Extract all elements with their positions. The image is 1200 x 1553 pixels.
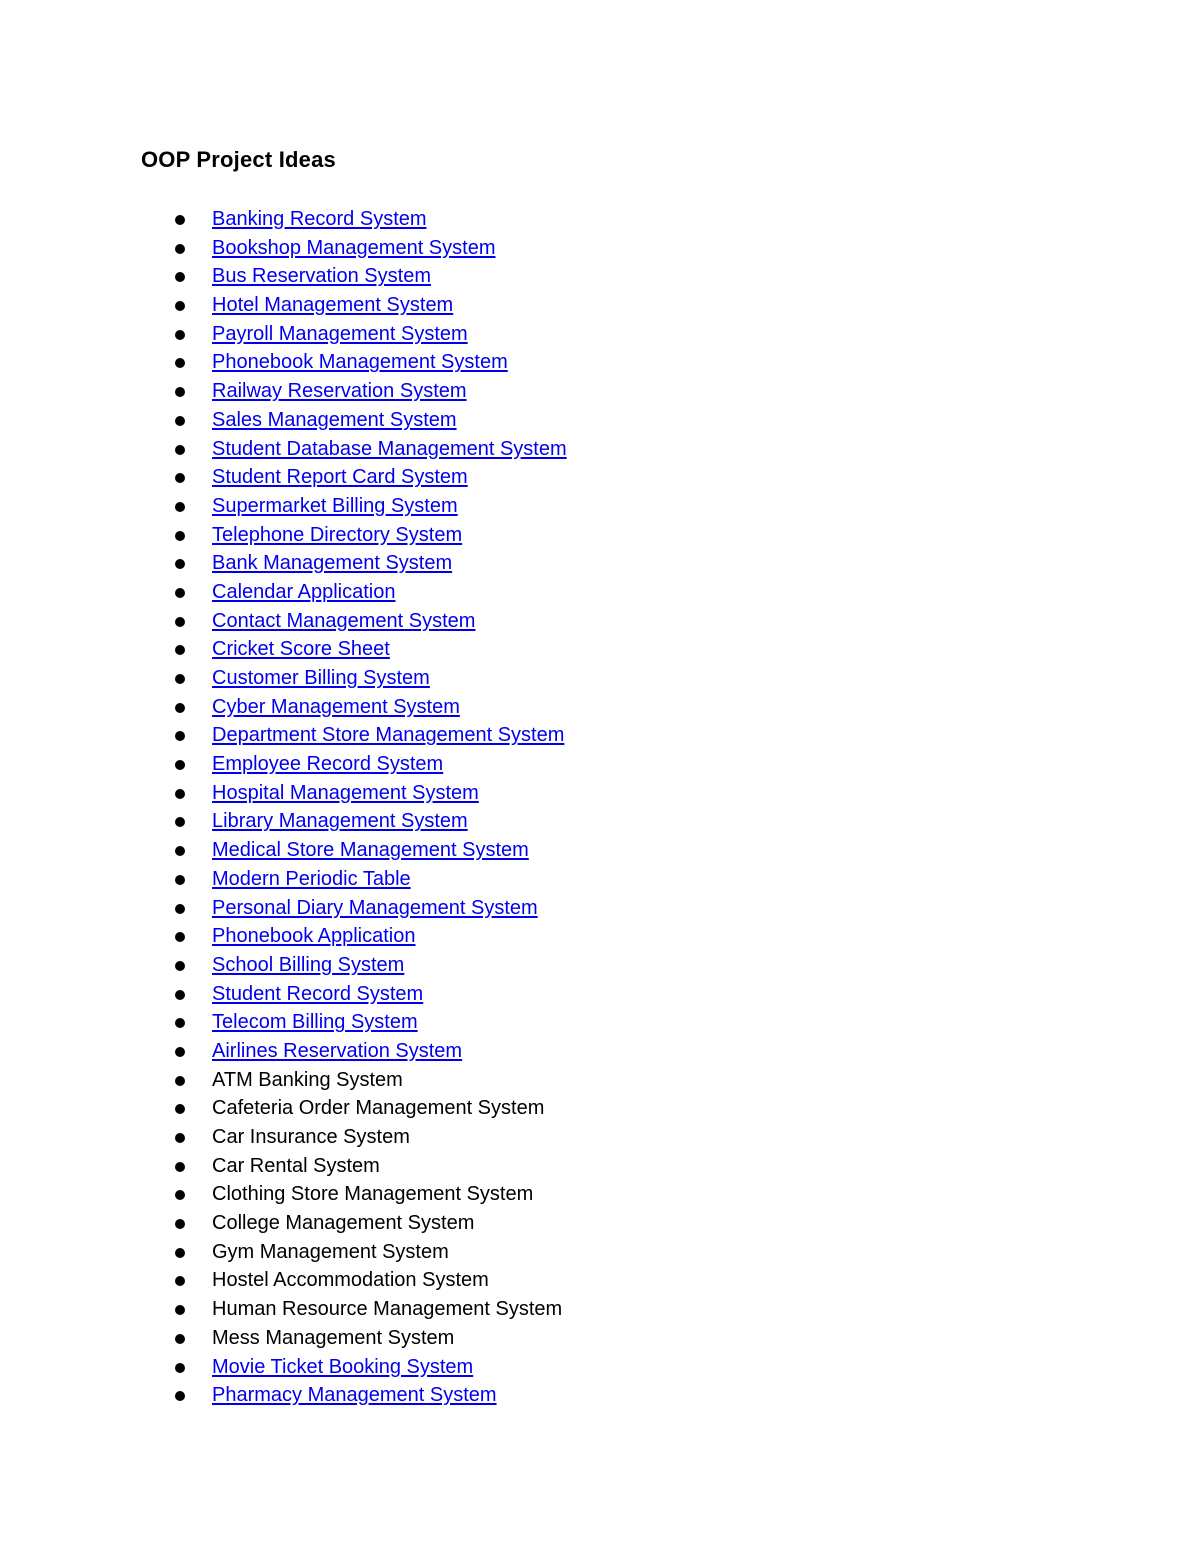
idea-link[interactable]: Cricket Score Sheet (212, 638, 390, 661)
bullet-icon (175, 1190, 185, 1200)
idea-link[interactable]: School Billing System (212, 953, 405, 976)
bullet-icon (175, 1248, 185, 1258)
document-title: OOP Project Ideas (141, 147, 336, 172)
idea-link[interactable]: Telecom Billing System (212, 1011, 418, 1034)
bullet-icon (175, 330, 185, 340)
bullet-icon (175, 1104, 185, 1114)
bullet-icon (175, 1047, 185, 1057)
idea-text: Mess Management System (212, 1326, 455, 1349)
bullet-icon (175, 789, 185, 799)
idea-link[interactable]: Hotel Management System (212, 294, 454, 317)
bullet-icon (175, 301, 185, 311)
idea-link[interactable]: Calendar Application (212, 580, 396, 603)
bullet-icon (175, 473, 185, 483)
idea-link[interactable]: Sales Management System (212, 408, 457, 431)
idea-link[interactable]: Student Database Management System (212, 437, 567, 460)
idea-text: Car Insurance System (212, 1126, 410, 1148)
bullet-icon (175, 358, 185, 368)
idea-link[interactable]: Department Store Management System (212, 724, 565, 747)
idea-link[interactable]: Airlines Reservation System (212, 1039, 463, 1062)
idea-text: Car Rental System (212, 1154, 380, 1177)
idea-link[interactable]: Hospital Management System (212, 781, 479, 804)
bullet-icon (175, 617, 185, 627)
idea-text: Clothing Store Management System (212, 1183, 534, 1206)
bullet-icon (175, 1162, 185, 1172)
idea-link[interactable]: Movie Ticket Booking System (212, 1355, 474, 1378)
bullet-icon (175, 1363, 185, 1373)
bullet-icon (175, 674, 185, 684)
bullet-icon (175, 215, 185, 225)
idea-link[interactable]: Customer Billing System (212, 667, 430, 689)
idea-link[interactable]: Railway Reservation System (212, 380, 467, 403)
bullet-icon (175, 1076, 185, 1086)
bullet-icon (175, 588, 185, 598)
idea-link[interactable]: Employee Record System (212, 753, 444, 776)
idea-link[interactable]: Bank Management System (212, 552, 453, 575)
idea-text: ATM Banking System (212, 1068, 403, 1091)
bullet-icon (175, 817, 185, 827)
idea-link[interactable]: Student Record System (212, 982, 424, 1005)
idea-text: College Management System (212, 1212, 475, 1235)
idea-link[interactable]: Medical Store Management System (212, 839, 529, 862)
bullet-icon (175, 272, 185, 282)
bullet-icon (175, 760, 185, 770)
bullet-icon (175, 904, 185, 914)
bullet-icon (175, 387, 185, 397)
bullet-icon (175, 559, 185, 569)
bullet-icon (175, 1133, 185, 1143)
idea-link[interactable]: Cyber Management System (212, 695, 460, 718)
idea-link[interactable]: Contact Management System (212, 609, 476, 632)
bullet-icon (175, 645, 185, 655)
bullet-icon (175, 703, 185, 713)
idea-text: Hostel Accommodation System (212, 1269, 489, 1292)
bullet-icon (175, 875, 185, 885)
bullet-icon (175, 990, 185, 1000)
bullet-icon (175, 445, 185, 455)
bullet-icon (175, 1391, 185, 1401)
idea-link[interactable]: Bookshop Management System (212, 236, 496, 259)
bullet-icon (175, 244, 185, 254)
bullet-icon (175, 1334, 185, 1344)
bullet-icon (175, 1276, 185, 1286)
idea-link[interactable]: Bus Reservation System (212, 265, 431, 288)
bullet-icon (175, 416, 185, 426)
idea-link[interactable]: Personal Diary Management System (212, 896, 538, 919)
bullet-icon (175, 932, 185, 942)
bullet-icon (175, 961, 185, 971)
bullet-icon (175, 1305, 185, 1315)
idea-link[interactable]: Banking Record System (212, 208, 427, 230)
idea-link[interactable]: Pharmacy Management System (212, 1384, 497, 1407)
idea-link[interactable]: Supermarket Billing System (212, 494, 458, 517)
idea-link[interactable]: Library Management System (212, 810, 468, 833)
bullet-icon (175, 531, 185, 541)
idea-link[interactable]: Phonebook Management System (212, 351, 508, 374)
bullet-icon (175, 1219, 185, 1229)
bullet-icon (175, 502, 185, 512)
idea-text: Human Resource Management System (212, 1298, 563, 1321)
idea-link[interactable]: Payroll Management System (212, 322, 468, 345)
idea-text: Gym Management System (212, 1240, 449, 1263)
bullet-icon (175, 731, 185, 741)
bullet-icon (175, 846, 185, 856)
idea-link[interactable]: Modern Periodic Table (212, 867, 411, 890)
idea-link[interactable]: Phonebook Application (212, 925, 416, 948)
idea-link[interactable]: Student Report Card System (212, 466, 468, 489)
bullet-icon (175, 1018, 185, 1028)
idea-link[interactable]: Telephone Directory System (212, 523, 463, 546)
idea-text: Cafeteria Order Management System (212, 1097, 545, 1120)
